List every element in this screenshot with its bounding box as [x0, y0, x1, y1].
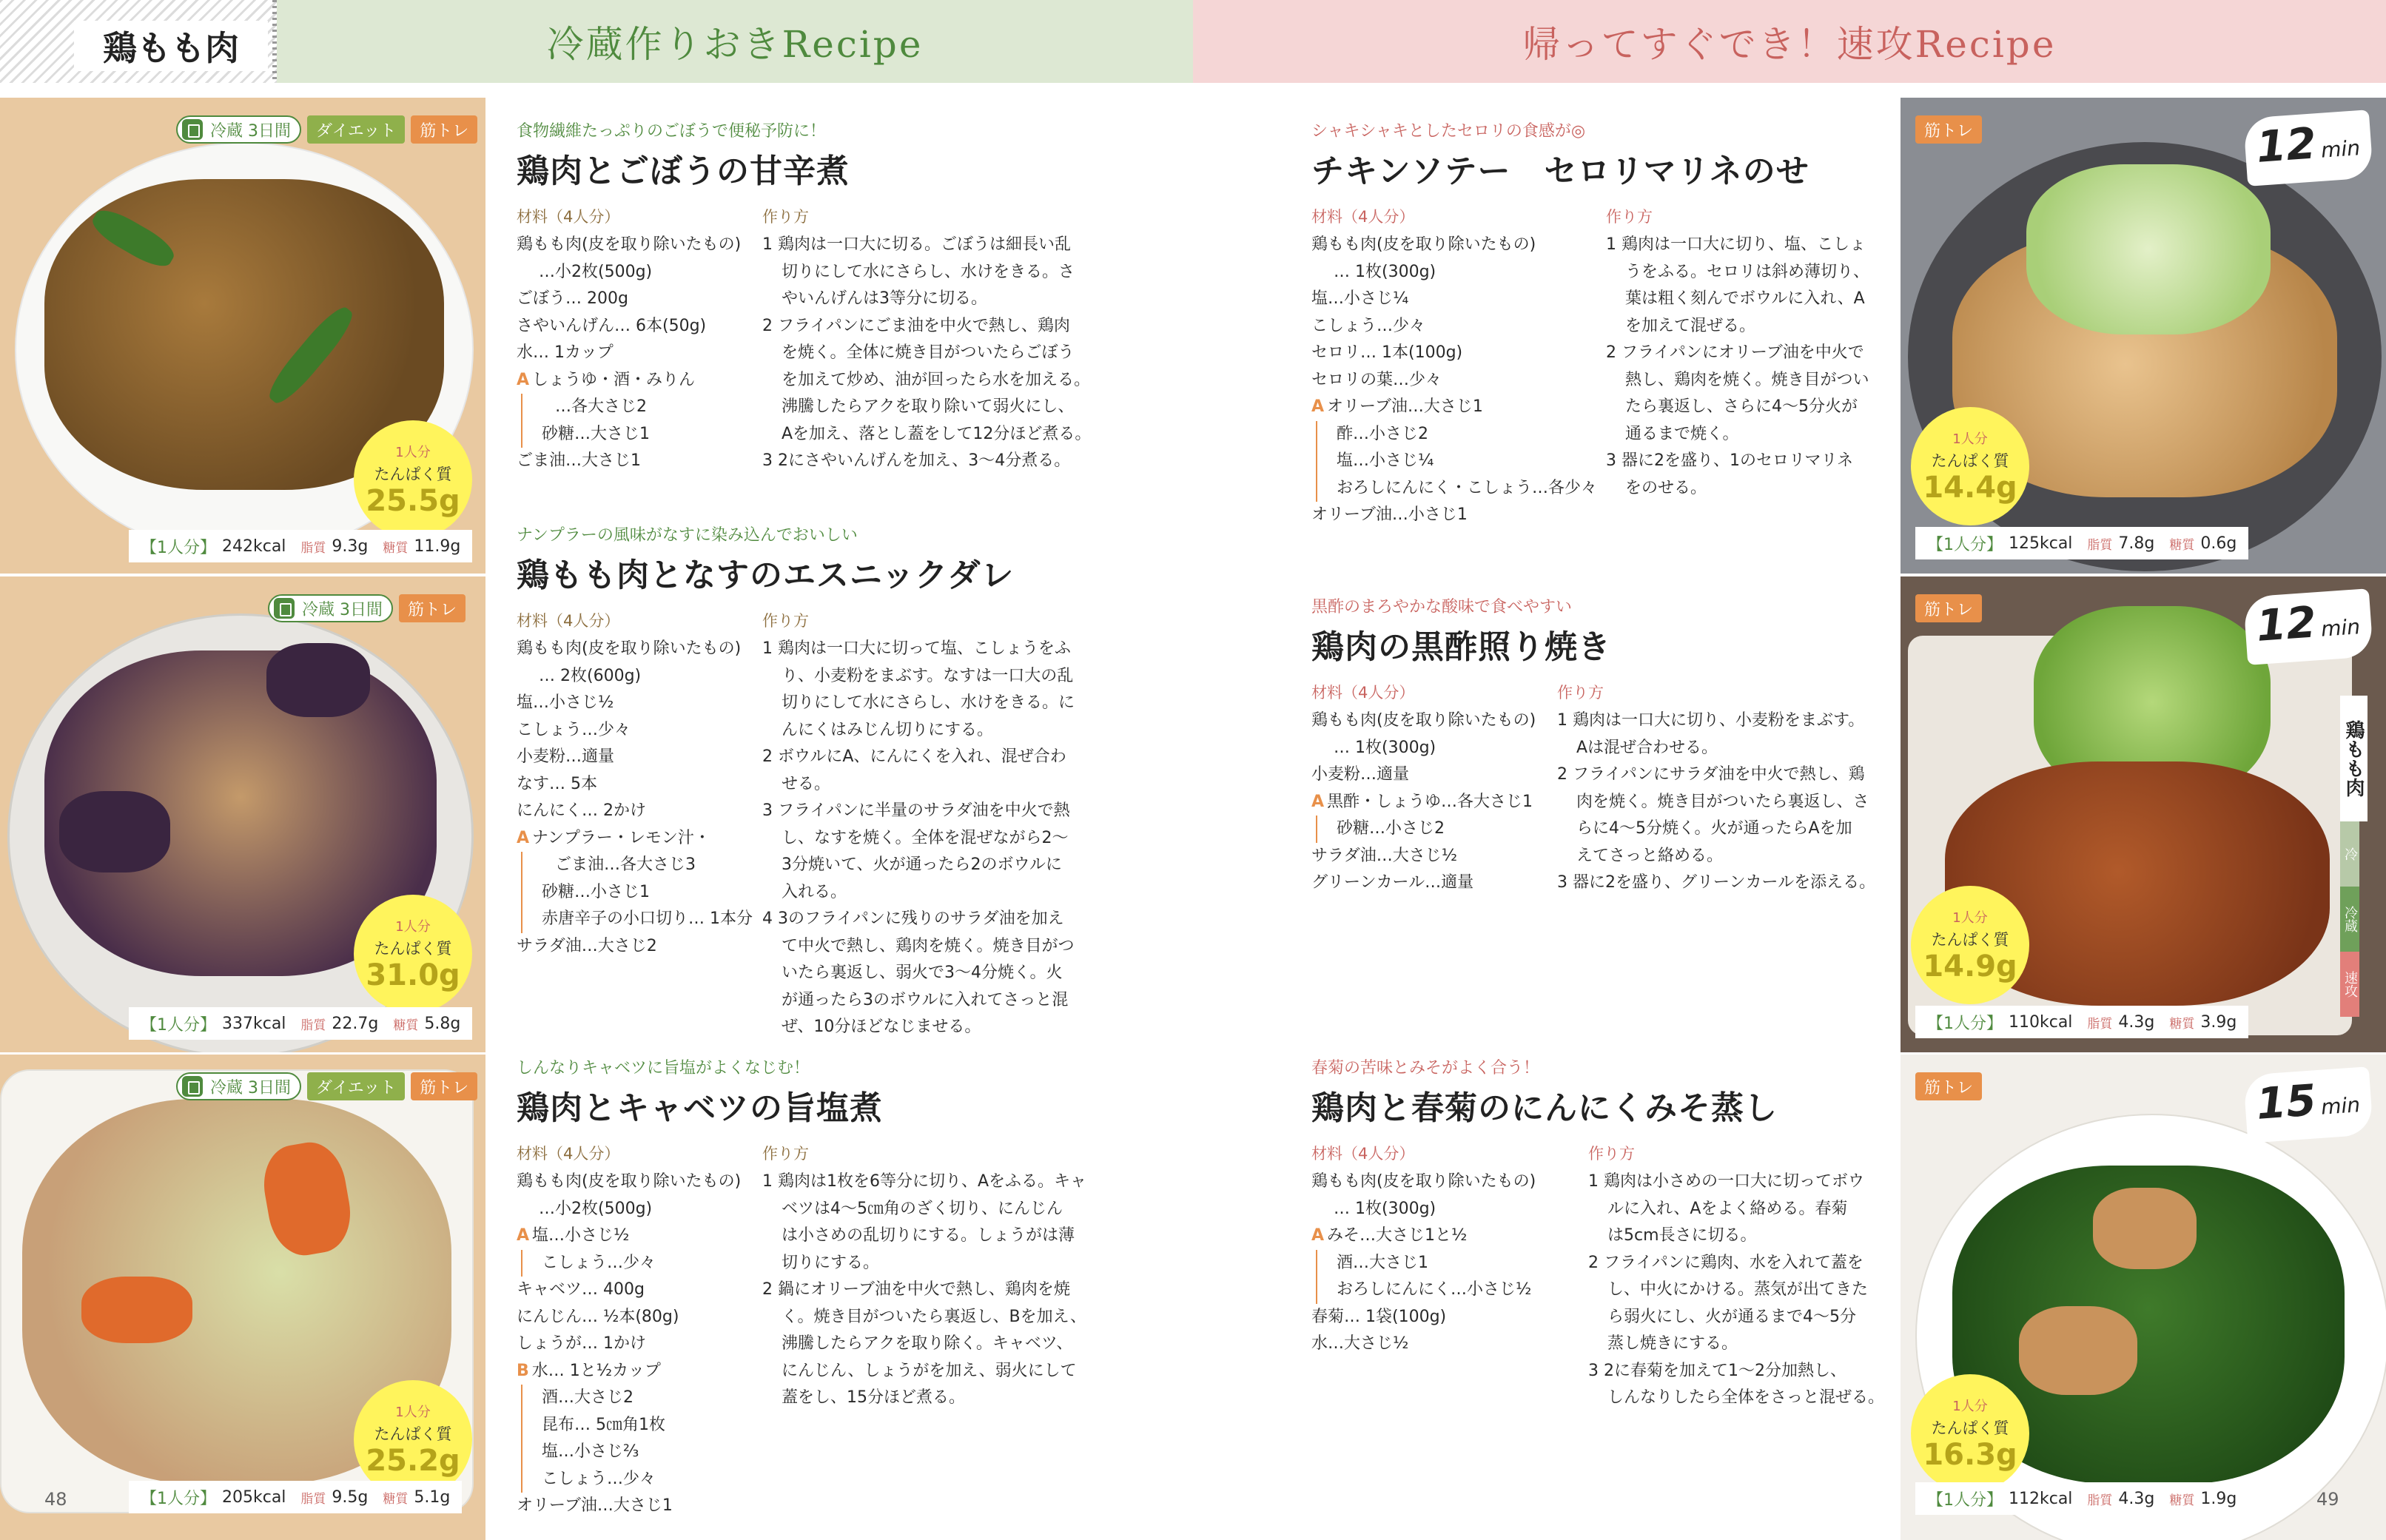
step-text: 切りにする。	[782, 1253, 880, 1272]
step-text: 3 器に2を盛り、グリーンカールを添える。	[1557, 873, 1876, 892]
ingredient: 塩…小さじ¼	[1311, 289, 1409, 308]
ingredient: 鶏もも肉(皮を取り除いたもの)	[1311, 235, 1536, 254]
protein-value: 14.9g	[1923, 949, 2017, 983]
step-text: 沸騰したらアクを取り除いて弱火にし、	[782, 397, 1075, 416]
refrigerate-label: 冷蔵	[210, 1078, 243, 1097]
recipe-title: 鶏肉の黒酢照り焼き	[1311, 628, 1611, 666]
step-text: 肉を焼く。焼き目がついたら裏返し、さ	[1576, 792, 1869, 811]
muscle-badge: 筋トレ	[411, 115, 477, 144]
protein-per: 1人分	[395, 445, 431, 460]
protein-label: たんぱく質	[1931, 931, 2009, 949]
badge-group	[176, 115, 477, 144]
ingredient: サラダ油…大さじ½	[1311, 846, 1458, 865]
steps-column	[762, 1142, 1086, 1520]
per-serving-label: 【1人分】	[141, 1489, 216, 1508]
photo-recipe-1	[0, 98, 485, 574]
step-text: 2 フライパンに鶏肉、水を入れて蓋を	[1588, 1253, 1864, 1272]
step-text: うをふる。セロリは斜め薄切り、	[1625, 262, 1870, 281]
step-text: て中火で熱し、鶏肉を焼く。焼き目がつ	[782, 936, 1075, 955]
step-text: 葉は粗く刻んでボウルに入れ、A	[1625, 289, 1865, 308]
step-text: ルに入れ、Aをよく絡める。春菊	[1607, 1199, 1848, 1218]
recipe-catchphrase: しんなりキャベツに旨塩がよくなじむ！	[517, 1059, 810, 1077]
recipe-3	[517, 1055, 1086, 1520]
step-text: し、なすを焼く。全体を混ぜながら2〜	[782, 828, 1069, 847]
ingredients-column	[517, 205, 762, 475]
ingredients-column	[1311, 205, 1606, 529]
ingredients-column	[1311, 681, 1557, 897]
page-number-left: 48	[44, 1489, 67, 1510]
recipe-title: チキンソテー セロリマリネのせ	[1311, 152, 1809, 190]
steps-heading: 作り方	[1606, 208, 1653, 226]
fat-value: 9.5g	[332, 1487, 369, 1507]
refrigerate-badge	[176, 1072, 301, 1100]
ingredient: 小麦粉…適量	[1311, 765, 1410, 784]
ingredient: こしょう…少々	[521, 1250, 762, 1277]
recipe-6	[1311, 1055, 1884, 1412]
carrot-shape	[81, 1277, 192, 1343]
page-number-right: 49	[2316, 1489, 2339, 1510]
step-text: んにくはみじん切りにする。	[782, 720, 994, 739]
protein-badge	[1911, 407, 2029, 525]
steps-column	[762, 205, 1091, 475]
recipe-title: 鶏肉と春菊のにんにくみそ蒸し	[1311, 1089, 1778, 1127]
ingredient: にんにく… 2かけ	[517, 801, 646, 820]
sugar-value: 11.9g	[414, 537, 461, 556]
side-index-tab	[2340, 696, 2386, 1017]
kcal-value: 125kcal	[2009, 534, 2073, 553]
fat-label: 脂質	[2087, 1016, 2113, 1032]
ingredient: こしょう…少々	[517, 720, 631, 739]
ingredient: 小麦粉…適量	[517, 747, 615, 766]
sugar-label: 糖質	[2169, 1016, 2195, 1032]
category-tag	[0, 0, 277, 83]
photo-recipe-5	[1901, 576, 2386, 1052]
recipe-1	[517, 118, 1091, 475]
step-text: 切りにして水にさらし、水けをきる。に	[782, 693, 1075, 712]
protein-label: たんぱく質	[374, 1425, 452, 1443]
side-tab-3: 速攻	[2340, 952, 2359, 1017]
side-tab-main: 鶏もも肉	[2340, 696, 2367, 821]
steps-column	[1557, 681, 1875, 897]
nutrition-bar	[1915, 527, 2248, 559]
ingredient-group-a: A みそ…大さじ1と½	[1311, 1223, 1588, 1250]
steps-column	[1588, 1142, 1884, 1412]
chicken-shape	[2019, 1306, 2137, 1395]
ingredients-heading: 材料（4人分）	[517, 1145, 620, 1163]
cooking-time-value: 12	[2254, 118, 2318, 172]
ingredient: 昆布… 5㎝角1枚	[521, 1412, 762, 1439]
sugar-value: 0.6g	[2200, 534, 2237, 553]
step-text: 蒸し焼きにする。	[1607, 1334, 1738, 1353]
step-text: ら弱火にし、火が通るまで4〜5分	[1607, 1307, 1856, 1326]
ingredient: … 1枚(300g)	[1334, 738, 1436, 757]
step-text: 3 2にさやいんげんを加え、3〜4分煮る。	[762, 451, 1071, 470]
step-text: 2 ボウルにA、にんにくを入れ、混ぜ合わ	[762, 747, 1066, 766]
ingredient: 赤唐辛子の小口切り… 1本分	[521, 906, 762, 933]
photo-recipe-2	[0, 576, 485, 1052]
step-text: く。焼き目がついたら裏返し、Bを加え、	[782, 1307, 1086, 1326]
sugar-value: 5.1g	[414, 1487, 451, 1507]
step-text: 3 フライパンに半量のサラダ油を中火で熱	[762, 801, 1070, 820]
step-text: を加えて混ぜる。	[1625, 316, 1756, 335]
fat-value: 4.3g	[2118, 1489, 2155, 1508]
step-text: ぜ、10分ほどなじませる。	[782, 1018, 981, 1036]
refrigerate-label: 冷蔵	[302, 600, 335, 619]
storage-days: 3日間	[248, 121, 292, 141]
kcal-value: 110kcal	[2009, 1012, 2073, 1032]
ingredient: オリーブ油…大さじ1	[517, 1496, 673, 1515]
ingredient: セロリ… 1本(100g)	[1311, 343, 1463, 362]
step-text: 通るまで焼く。	[1625, 424, 1739, 443]
step-text: し、中火にかける。蒸気が出てきた	[1607, 1280, 1869, 1299]
ingredient: ごま油…各大さじ3	[521, 852, 762, 879]
steps-column	[762, 609, 1075, 1041]
protein-per: 1人分	[1952, 910, 1988, 926]
step-text: 熱し、鶏肉を焼く。焼き目がつい	[1625, 370, 1869, 389]
ingredient: 鶏もも肉(皮を取り除いたもの)	[517, 639, 742, 658]
protein-label: たんぱく質	[1931, 452, 2009, 470]
ingredient: オリーブ油…小さじ1	[1311, 505, 1468, 524]
kcal-value: 112kcal	[2009, 1489, 2073, 1508]
fat-value: 22.7g	[332, 1014, 379, 1033]
protein-per: 1人分	[1952, 1399, 1988, 1414]
protein-value: 31.0g	[366, 958, 460, 992]
recipe-catchphrase: 春菊の苦味とみそがよく合う！	[1311, 1059, 1540, 1077]
step-text: り、小麦粉をまぶす。なすは一口大の乱	[782, 666, 1074, 685]
badge-group	[1915, 594, 1982, 622]
ingredient: サラダ油…大さじ2	[517, 936, 657, 955]
cooking-time	[2243, 1066, 2373, 1143]
ingredient: 砂糖…小さじ1	[521, 879, 762, 907]
badge-group	[268, 594, 466, 622]
protein-value: 14.4g	[1923, 471, 2017, 505]
ingredient: なす… 5本	[517, 774, 597, 793]
step-text: 2 鍋にオリーブ油を中火で熱し、鶏肉を焼	[762, 1280, 1070, 1299]
ingredient: さやいんげん… 6本(50g)	[517, 316, 707, 335]
chicken-shape	[2093, 1188, 2197, 1269]
ingredient-group-a: A ナンプラー・レモン汁・	[517, 825, 762, 853]
ingredient: しょうが… 1かけ	[517, 1334, 646, 1353]
step-text: 1 鶏肉は一口大に切って塩、こしょうをふ	[762, 639, 1071, 658]
steps-column	[1606, 205, 1869, 529]
side-tab-2: 冷蔵	[2340, 887, 2359, 952]
ingredient: 塩…小さじ½	[517, 693, 614, 712]
ingredient: … 2枚(600g)	[539, 666, 642, 685]
step-text: をのせる。	[1625, 478, 1707, 497]
sugar-value: 5.8g	[424, 1014, 461, 1033]
ingredient: ごぼう… 200g	[517, 289, 628, 308]
nutrition-bar	[129, 1007, 472, 1040]
ingredients-heading: 材料（4人分）	[1311, 208, 1415, 226]
refrigerate-label: 冷蔵	[210, 121, 243, 141]
ingredient: 酢…小さじ2	[1316, 421, 1606, 448]
step-text: 1 鶏肉は一口大に切り、小麦粉をまぶす。	[1557, 711, 1865, 730]
step-text: ベツは4〜5㎝角のざく切り、にんじん	[782, 1199, 1063, 1218]
cooking-time-value: 15	[2254, 1075, 2318, 1129]
ingredient: ごま油…大さじ1	[517, 451, 641, 470]
protein-per: 1人分	[395, 919, 431, 935]
recipe-catchphrase: 食物繊維たっぷりのごぼうで便秘予防に！	[517, 122, 827, 141]
ingredient: 春菊… 1袋(100g)	[1311, 1307, 1447, 1326]
sugar-value: 1.9g	[2200, 1489, 2237, 1508]
steps-heading: 作り方	[1588, 1145, 1635, 1163]
cooking-time-unit: min	[2320, 614, 2362, 642]
eggplant-shape	[266, 643, 370, 717]
step-text: 2 フライパンにオリーブ油を中火で	[1606, 343, 1864, 362]
fat-label: 脂質	[2087, 537, 2113, 553]
sugar-label: 糖質	[383, 540, 409, 556]
protein-value: 25.5g	[366, 484, 460, 518]
ingredient: グリーンカール…適量	[1311, 873, 1474, 892]
ingredient: にんじん… ½本(80g)	[517, 1307, 679, 1326]
steps-heading: 作り方	[762, 1145, 809, 1163]
ingredients-heading: 材料（4人分）	[517, 208, 620, 226]
badge-group	[1915, 115, 1982, 144]
step-text: が通ったら3のボウルに入れてさっと混	[782, 990, 1069, 1009]
step-text: は5cm長さに切る。	[1607, 1226, 1757, 1245]
fat-label: 脂質	[300, 540, 326, 556]
ingredients-column	[517, 609, 762, 1041]
kcal-value: 242kcal	[222, 537, 286, 556]
ingredient: おろしにんにく・こしょう…各少々	[1316, 475, 1606, 502]
step-text: 1 鶏肉は小さめの一口大に切ってボウ	[1588, 1172, 1864, 1191]
sugar-label: 糖質	[393, 1018, 419, 1033]
ingredient: …小2枚(500g)	[539, 1199, 653, 1218]
protein-badge	[1911, 886, 2029, 1004]
step-text: 1 鶏肉は一口大に切り、塩、こしょ	[1606, 235, 1866, 254]
step-text: えてさっと絡める。	[1576, 846, 1724, 865]
step-text: いたら裏返し、弱火で3〜4分焼く。火	[782, 964, 1063, 982]
ingredient: …小2枚(500g)	[539, 262, 653, 281]
step-text: 2 フライパンにサラダ油を中火で熱し、鶏	[1557, 765, 1865, 784]
ingredient: おろしにんにく…小さじ½	[1316, 1277, 1588, 1304]
kcal-value: 205kcal	[222, 1487, 286, 1507]
sugar-value: 3.9g	[2200, 1012, 2237, 1032]
ingredient-group-b: B 水… 1と½カップ	[517, 1358, 762, 1385]
step-text: Aは混ぜ合わせる。	[1576, 738, 1718, 757]
protein-badge	[354, 895, 472, 1013]
step-text: 2 フライパンにごま油を中火で熱し、鶏肉	[762, 316, 1070, 335]
recipe-2	[517, 522, 1075, 1041]
storage-days: 3日間	[340, 600, 383, 619]
photo-recipe-3	[0, 1055, 485, 1540]
ingredient: 鶏もも肉(皮を取り除いたもの)	[517, 1172, 742, 1191]
step-text: 入れる。	[782, 882, 847, 901]
fat-value: 4.3g	[2118, 1012, 2155, 1032]
badge-group	[176, 1072, 477, 1100]
ingredients-heading: 材料（4人分）	[1311, 684, 1415, 702]
ingredient-group-a: A 塩…小さじ½	[517, 1223, 762, 1250]
refrigerate-badge	[176, 115, 301, 144]
step-text: Aを加え、落とし蓋をして12分ほど煮る。	[782, 424, 1092, 443]
recipe-catchphrase: 黒酢のまろやかな酸味で食べやすい	[1311, 598, 1573, 616]
step-text: 1 鶏肉は一口大に切る。ごぼうは細長い乱	[762, 235, 1071, 254]
ingredient: 塩…小さじ¼	[1316, 448, 1606, 475]
recipe-catchphrase: シャキシャキとしたセロリの食感が◎	[1311, 122, 1586, 141]
ingredient: こしょう…少々	[521, 1466, 762, 1493]
step-text: を焼く。全体に焼き目がついたらごぼう	[782, 343, 1075, 362]
protein-per: 1人分	[1952, 431, 1988, 447]
badge-group	[1915, 1072, 1982, 1100]
category-tag-label: 鶏もも肉	[74, 21, 268, 71]
step-text: 3 2に春菊を加えて1〜2分加熱し、	[1588, 1361, 1846, 1380]
fridge-icon	[182, 119, 203, 140]
storage-days: 3日間	[248, 1078, 292, 1097]
step-text: せる。	[782, 774, 831, 793]
protein-badge	[354, 420, 472, 539]
muscle-badge: 筋トレ	[411, 1072, 477, 1100]
ingredient: …各大さじ2	[521, 394, 762, 421]
ingredient: こしょう…少々	[1311, 316, 1426, 335]
steps-heading: 作り方	[1557, 684, 1604, 702]
diet-badge: ダイエット	[307, 115, 405, 144]
step-text: 蓋をし、15分ほど煮る。	[782, 1388, 965, 1407]
sugar-label: 糖質	[2169, 537, 2195, 553]
steps-heading: 作り方	[762, 208, 809, 226]
ingredients-column	[1311, 1142, 1588, 1412]
per-serving-label: 【1人分】	[1927, 1014, 2003, 1033]
step-text: 沸騰したらアクを取り除く。キャベツ、	[782, 1334, 1073, 1353]
ingredient: … 1枚(300g)	[1334, 262, 1436, 281]
muscle-badge: 筋トレ	[1915, 115, 1982, 144]
ingredient: 水…大さじ½	[1311, 1334, 1409, 1353]
ingredient-group-a: A オリーブ油…大さじ1	[1311, 394, 1606, 421]
protein-badge	[1911, 1374, 2029, 1493]
ingredients-column	[517, 1142, 762, 1520]
ingredient-group-a: A しょうゆ・酒・みりん	[517, 367, 762, 394]
fridge-icon	[182, 1076, 203, 1097]
muscle-badge: 筋トレ	[1915, 594, 1982, 622]
muscle-badge: 筋トレ	[1915, 1072, 1982, 1100]
protein-per: 1人分	[395, 1405, 431, 1420]
step-text: たら裏返し、さらに4〜5分火が	[1625, 397, 1858, 416]
protein-label: たんぱく質	[374, 465, 452, 483]
right-section-title: 帰ってすぐでき！速攻Recipe	[1193, 0, 2386, 83]
ingredient: 鶏もも肉(皮を取り除いたもの)	[1311, 711, 1536, 730]
left-section-title: 冷蔵作りおきRecipe	[277, 0, 1193, 83]
per-serving-label: 【1人分】	[141, 538, 216, 557]
step-text: やいんげんは3等分に切る。	[782, 289, 987, 308]
per-serving-label: 【1人分】	[1927, 1490, 2003, 1510]
step-text: 3 器に2を盛り、1のセロリマリネ	[1606, 451, 1854, 470]
fat-value: 7.8g	[2118, 534, 2155, 553]
photo-recipe-6	[1901, 1055, 2386, 1540]
step-text: らに4〜5分焼く。火が通ったらAを加	[1576, 819, 1852, 838]
nutrition-bar	[1915, 1006, 2248, 1038]
per-serving-label: 【1人分】	[141, 1015, 216, 1035]
cooking-time-value: 12	[2254, 596, 2318, 651]
ingredient-group-a: A 黒酢・しょうゆ…各大さじ1	[1311, 789, 1557, 816]
ingredient: … 1枚(300g)	[1334, 1199, 1436, 1218]
steps-heading: 作り方	[762, 612, 809, 630]
ingredient: 鶏もも肉(皮を取り除いたもの)	[1311, 1172, 1536, 1191]
sugar-label: 糖質	[2169, 1493, 2195, 1508]
recipe-4	[1311, 118, 1869, 529]
ingredient: 水… 1カップ	[517, 343, 614, 362]
kcal-value: 337kcal	[222, 1014, 286, 1033]
cooking-time	[2243, 588, 2373, 665]
protein-value: 25.2g	[366, 1444, 460, 1478]
step-text: 切りにして水にさらし、水けをきる。さ	[782, 262, 1075, 281]
ingredients-heading: 材料（4人分）	[517, 612, 620, 630]
fat-label: 脂質	[300, 1018, 326, 1033]
eggplant-shape	[59, 791, 170, 872]
ingredient: キャベツ… 400g	[517, 1280, 645, 1299]
ingredient: セロリの葉…少々	[1311, 370, 1442, 389]
fridge-icon	[274, 598, 295, 619]
photo-recipe-4	[1901, 98, 2386, 574]
step-text: を加えて炒め、油が回ったら水を加える。	[782, 370, 1091, 389]
ingredient: 塩…小さじ⅔	[521, 1439, 762, 1466]
protein-value: 16.3g	[1923, 1438, 2017, 1472]
recipe-title: 鶏肉とキャベツの旨塩煮	[517, 1089, 883, 1127]
nutrition-bar	[129, 1481, 462, 1513]
ingredients-heading: 材料（4人分）	[1311, 1145, 1415, 1163]
recipe-5	[1311, 594, 1875, 897]
ingredient: 酒…大さじ2	[521, 1385, 762, 1412]
cooking-time	[2243, 110, 2373, 186]
side-tab-1: 冷	[2340, 821, 2359, 887]
recipe-catchphrase: ナンプラーの風味がなすに染み込んでおいしい	[517, 526, 858, 545]
nutrition-bar	[1915, 1482, 2248, 1515]
refrigerate-badge	[268, 594, 393, 622]
cooking-time-unit: min	[2320, 1092, 2362, 1120]
step-text: 3分焼いて、火が通ったら2のボウルに	[782, 855, 1062, 874]
sugar-label: 糖質	[383, 1491, 409, 1507]
fat-label: 脂質	[2087, 1493, 2113, 1508]
step-text: は小さめの乱切りにする。しょうがは薄	[782, 1226, 1075, 1245]
fat-label: 脂質	[300, 1491, 326, 1507]
step-text: しんなりしたら全体をさっと混ぜる。	[1607, 1388, 1885, 1407]
protein-label: たんぱく質	[1931, 1419, 2009, 1437]
cooking-time-unit: min	[2320, 135, 2362, 163]
recipe-title: 鶏肉とごぼうの甘辛煮	[517, 152, 850, 190]
protein-label: たんぱく質	[374, 940, 452, 958]
fat-value: 9.3g	[332, 537, 369, 556]
ingredient: 鶏もも肉(皮を取り除いたもの)	[517, 235, 742, 254]
step-text: にんじん、しょうがを加え、弱火にして	[782, 1361, 1077, 1380]
ingredient: 砂糖…大さじ1	[521, 421, 762, 448]
celery-marinade-shape	[2026, 164, 2271, 334]
diet-badge: ダイエット	[307, 1072, 405, 1100]
ingredient: 砂糖…小さじ2	[1316, 816, 1557, 843]
step-text: 1 鶏肉は1枚を6等分に切り、Aをふる。キャ	[762, 1172, 1087, 1191]
nutrition-bar	[129, 530, 472, 562]
ingredient: 酒…大さじ1	[1316, 1250, 1588, 1277]
muscle-badge: 筋トレ	[399, 594, 466, 622]
per-serving-label: 【1人分】	[1927, 535, 2003, 554]
recipe-title: 鶏もも肉となすのエスニックダレ	[517, 557, 1015, 594]
step-text: 4 3のフライパンに残りのサラダ油を加え	[762, 909, 1064, 928]
